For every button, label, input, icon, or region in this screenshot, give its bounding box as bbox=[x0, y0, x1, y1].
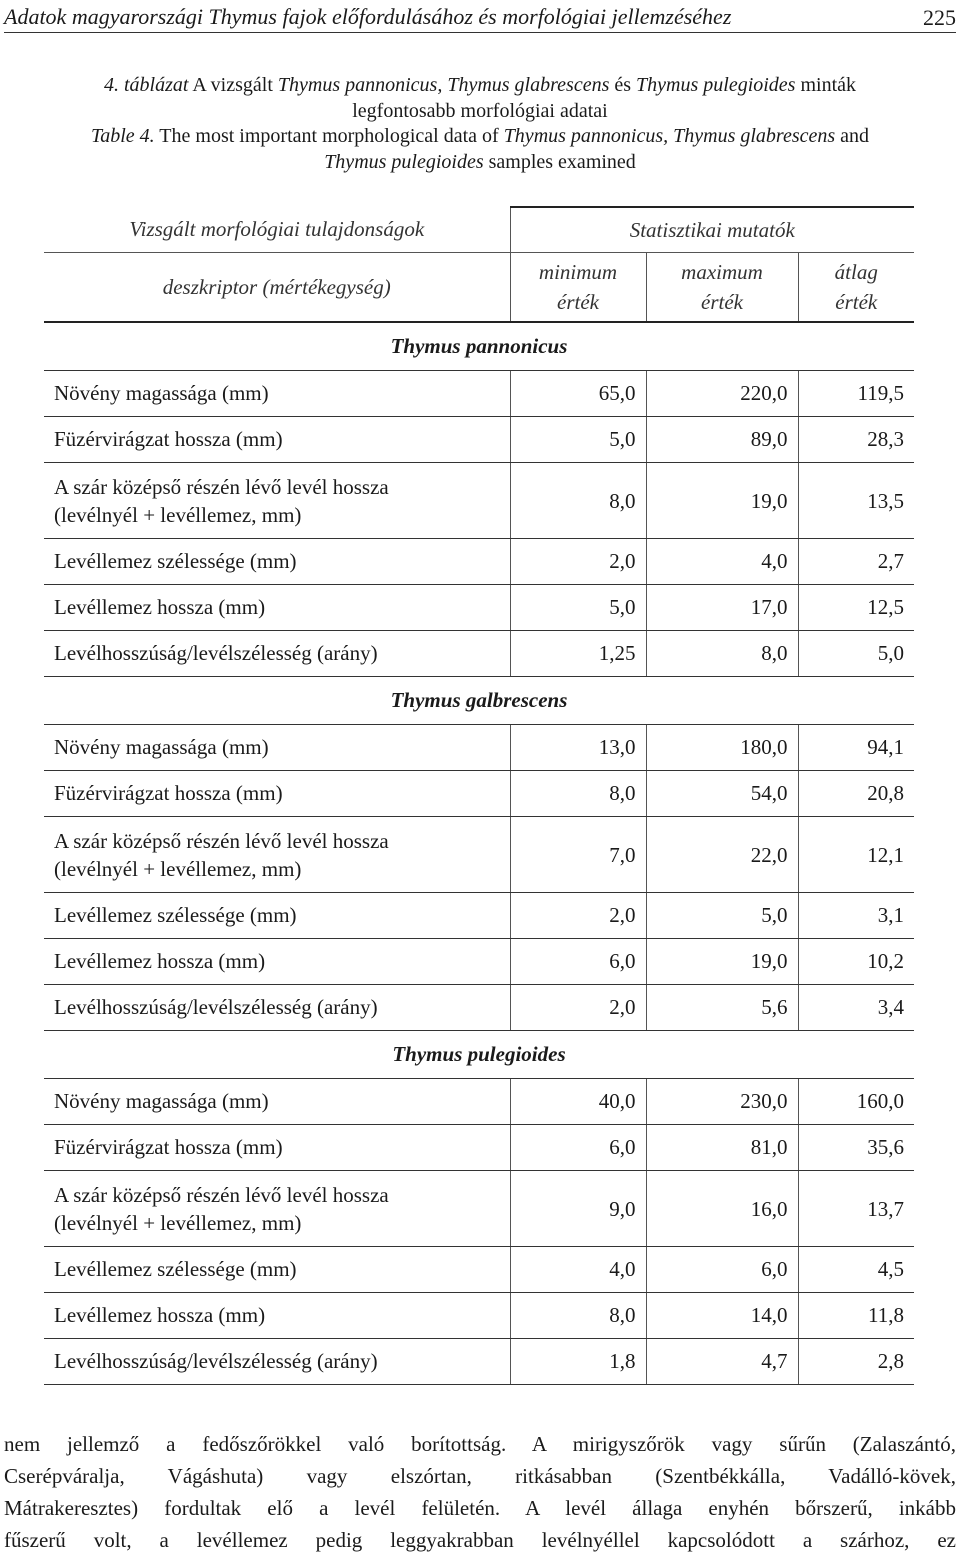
species-row bbox=[44, 1031, 914, 1079]
descriptor-label: Füzérvirágzat hossza (mm) bbox=[54, 781, 283, 805]
avg-value-cell: 28,3 bbox=[798, 417, 914, 463]
body-text-line: Mátrakeresztes) fordultak elő a levél felületén. A levél állaga enyhén bőrszerű, inkább bbox=[4, 1496, 956, 1520]
column-header-avg-line1: átlag bbox=[834, 260, 878, 284]
min-value-cell: 6,0 bbox=[510, 1125, 646, 1171]
table-row bbox=[44, 1079, 914, 1125]
table-row bbox=[44, 1125, 914, 1171]
table-row bbox=[44, 1247, 914, 1293]
descriptor-cell bbox=[44, 725, 510, 771]
morphology-table bbox=[44, 206, 914, 1385]
column-header-max bbox=[646, 253, 798, 323]
avg-value-cell: 10,2 bbox=[798, 939, 914, 985]
min-value-cell: 6,0 bbox=[510, 939, 646, 985]
caption-en-text: samples examined bbox=[483, 151, 636, 173]
min-value-cell: 65,0 bbox=[510, 371, 646, 417]
min-value-cell: 40,0 bbox=[510, 1079, 646, 1125]
max-value-cell: 22,0 bbox=[646, 817, 798, 893]
group-header-properties: Vizsgált morfológiai tulajdonságok bbox=[44, 207, 510, 253]
max-value-cell: 8,0 bbox=[646, 631, 798, 677]
max-value-cell: 81,0 bbox=[646, 1125, 798, 1171]
species-name: Thymus pannonicus bbox=[44, 322, 914, 371]
avg-value-cell: 12,5 bbox=[798, 585, 914, 631]
table-row bbox=[44, 371, 914, 417]
avg-value-cell: 35,6 bbox=[798, 1125, 914, 1171]
descriptor-label: Növény magassága (mm) bbox=[54, 735, 269, 759]
descriptor-label: Növény magassága (mm) bbox=[54, 1089, 269, 1113]
max-value-cell: 4,0 bbox=[646, 539, 798, 585]
min-value-cell: 1,8 bbox=[510, 1339, 646, 1385]
species-name: Thymus galbrescens bbox=[44, 677, 914, 725]
max-value-cell: 14,0 bbox=[646, 1293, 798, 1339]
descriptor-label: Levélhosszúság/levélszélesség (arány) bbox=[54, 995, 378, 1019]
descriptor-label: Levéllemez szélessége (mm) bbox=[54, 1257, 297, 1281]
descriptor-cell bbox=[44, 893, 510, 939]
descriptor-cell bbox=[44, 1339, 510, 1385]
max-value-cell: 6,0 bbox=[646, 1247, 798, 1293]
descriptor-label: A szár középső részén lévő levél hossza bbox=[54, 828, 389, 853]
caption-hu-text: A vizsgált bbox=[188, 74, 278, 96]
table-caption-english bbox=[20, 123, 940, 175]
min-value-cell: 13,0 bbox=[510, 725, 646, 771]
avg-value-cell: 94,1 bbox=[798, 725, 914, 771]
page-number: 225 bbox=[923, 5, 956, 30]
avg-value-cell: 2,8 bbox=[798, 1339, 914, 1385]
avg-value-cell: 20,8 bbox=[798, 771, 914, 817]
avg-value-cell: 4,5 bbox=[798, 1247, 914, 1293]
avg-value-cell: 5,0 bbox=[798, 631, 914, 677]
caption-en-species: Thymus pannonicus, Thymus glabrescens bbox=[503, 125, 836, 147]
descriptor-label: A szár középső részén lévő levél hossza bbox=[54, 1182, 389, 1207]
species-name: Thymus pulegioides bbox=[44, 1031, 914, 1079]
min-value-cell: 4,0 bbox=[510, 1247, 646, 1293]
max-value-cell: 17,0 bbox=[646, 585, 798, 631]
min-value-cell: 9,0 bbox=[510, 1171, 646, 1247]
min-value-cell: 8,0 bbox=[510, 463, 646, 539]
table-row bbox=[44, 1293, 914, 1339]
descriptor-cell bbox=[44, 1247, 510, 1293]
descriptor-cell bbox=[44, 371, 510, 417]
table-row bbox=[44, 939, 914, 985]
descriptor-cell bbox=[44, 1293, 510, 1339]
descriptor-label: Levéllemez hossza (mm) bbox=[54, 1303, 266, 1327]
descriptor-cell bbox=[44, 631, 510, 677]
descriptor-label: Levéllemez hossza (mm) bbox=[54, 595, 266, 619]
caption-en-text: and bbox=[835, 125, 870, 147]
table-row bbox=[44, 463, 914, 539]
descriptor-cell bbox=[44, 539, 510, 585]
descriptor-label: Levéllemez hossza (mm) bbox=[54, 949, 266, 973]
caption-en-label: Table 4. bbox=[90, 125, 155, 147]
avg-value-cell: 11,8 bbox=[798, 1293, 914, 1339]
min-value-cell: 7,0 bbox=[510, 817, 646, 893]
table-row bbox=[44, 771, 914, 817]
running-head bbox=[4, 2, 956, 33]
table-row bbox=[44, 539, 914, 585]
max-value-cell: 5,0 bbox=[646, 893, 798, 939]
descriptor-cell bbox=[44, 1125, 510, 1171]
descriptor-cell bbox=[44, 985, 510, 1031]
min-value-cell: 8,0 bbox=[510, 1293, 646, 1339]
caption-hu-text: és bbox=[609, 74, 637, 96]
species-row bbox=[44, 322, 914, 371]
avg-value-cell: 119,5 bbox=[798, 371, 914, 417]
avg-value-cell: 3,4 bbox=[798, 985, 914, 1031]
species-row bbox=[44, 677, 914, 725]
min-value-cell: 2,0 bbox=[510, 539, 646, 585]
caption-hu-label: 4. táblázat bbox=[103, 74, 189, 96]
min-value-cell: 2,0 bbox=[510, 893, 646, 939]
descriptor-label: (levélnyél + levéllemez, mm) bbox=[54, 856, 302, 881]
column-header-max-line2: érték bbox=[701, 290, 743, 314]
caption-hu-species: Thymus pulegioides bbox=[636, 74, 796, 96]
descriptor-label: Levéllemez szélessége (mm) bbox=[54, 549, 297, 573]
max-value-cell: 230,0 bbox=[646, 1079, 798, 1125]
descriptor-cell bbox=[44, 417, 510, 463]
running-head-title: Adatok magyarországi Thymus fajok előfordulásához és morfológiai jellemzéséhez bbox=[4, 4, 732, 29]
table-row bbox=[44, 725, 914, 771]
descriptor-label: (levélnyél + levéllemez, mm) bbox=[54, 1210, 302, 1235]
group-header-statistics: Statisztikai mutatók bbox=[510, 207, 914, 253]
avg-value-cell: 2,7 bbox=[798, 539, 914, 585]
column-header-descriptor: deszkriptor (mértékegység) bbox=[44, 253, 510, 323]
descriptor-label: Füzérvirágzat hossza (mm) bbox=[54, 427, 283, 451]
caption-hu-line2: legfontosabb morfológiai adatai bbox=[352, 100, 608, 122]
min-value-cell: 5,0 bbox=[510, 585, 646, 631]
descriptor-label: Levélhosszúság/levélszélesség (arány) bbox=[54, 641, 378, 665]
table-row bbox=[44, 417, 914, 463]
min-value-cell: 5,0 bbox=[510, 417, 646, 463]
descriptor-label: Levélhosszúság/levélszélesség (arány) bbox=[54, 1349, 378, 1373]
avg-value-cell: 13,7 bbox=[798, 1171, 914, 1247]
table-row bbox=[44, 817, 914, 893]
max-value-cell: 220,0 bbox=[646, 371, 798, 417]
max-value-cell: 19,0 bbox=[646, 463, 798, 539]
caption-hu-species: Thymus pannonicus, Thymus glabrescens bbox=[277, 74, 610, 96]
column-header-min-line2: érték bbox=[557, 290, 599, 314]
avg-value-cell: 12,1 bbox=[798, 817, 914, 893]
caption-en-species: Thymus pulegioides bbox=[324, 151, 484, 173]
table-row bbox=[44, 985, 914, 1031]
table-row bbox=[44, 631, 914, 677]
max-value-cell: 180,0 bbox=[646, 725, 798, 771]
max-value-cell: 4,7 bbox=[646, 1339, 798, 1385]
descriptor-cell bbox=[44, 771, 510, 817]
avg-value-cell: 13,5 bbox=[798, 463, 914, 539]
table-row bbox=[44, 1339, 914, 1385]
body-text-line: Cserépváralja, Vágáshuta) vagy elszórtan, ritkásabban (Szentbékkálla, Vadálló-kövek, bbox=[4, 1464, 956, 1488]
column-header-avg bbox=[798, 253, 914, 323]
table-row bbox=[44, 585, 914, 631]
table-caption-hungarian bbox=[20, 72, 940, 124]
avg-value-cell: 3,1 bbox=[798, 893, 914, 939]
min-value-cell: 2,0 bbox=[510, 985, 646, 1031]
max-value-cell: 5,6 bbox=[646, 985, 798, 1031]
descriptor-label: Levéllemez szélessége (mm) bbox=[54, 903, 297, 927]
body-text-line: nem jellemző a fedőszőrökkel való borítottság. A mirigyszőrök vagy sűrűn (Zalaszántó, bbox=[4, 1432, 956, 1456]
body-text-line: fűszerű volt, a levéllemez pedig leggyakrabban levélnyéllel kapcsolódott a szárhoz, ez bbox=[4, 1528, 956, 1552]
max-value-cell: 16,0 bbox=[646, 1171, 798, 1247]
avg-value-cell: 160,0 bbox=[798, 1079, 914, 1125]
column-header-max-line1: maximum bbox=[681, 260, 763, 284]
table-row bbox=[44, 1171, 914, 1247]
max-value-cell: 54,0 bbox=[646, 771, 798, 817]
table-column-header bbox=[44, 253, 914, 323]
descriptor-cell bbox=[44, 463, 510, 539]
descriptor-label: Növény magassága (mm) bbox=[54, 381, 269, 405]
descriptor-label: Füzérvirágzat hossza (mm) bbox=[54, 1135, 283, 1159]
column-header-min bbox=[510, 253, 646, 323]
descriptor-cell bbox=[44, 1171, 510, 1247]
column-header-min-line1: minimum bbox=[538, 260, 618, 284]
caption-hu-text: minták bbox=[795, 74, 857, 96]
descriptor-cell bbox=[44, 585, 510, 631]
descriptor-label: A szár középső részén lévő levél hossza bbox=[54, 474, 389, 499]
max-value-cell: 19,0 bbox=[646, 939, 798, 985]
body-paragraph bbox=[4, 1428, 956, 1556]
descriptor-cell bbox=[44, 817, 510, 893]
min-value-cell: 1,25 bbox=[510, 631, 646, 677]
table-group-header bbox=[44, 207, 914, 253]
descriptor-label: (levélnyél + levéllemez, mm) bbox=[54, 502, 302, 527]
table-row bbox=[44, 893, 914, 939]
max-value-cell: 89,0 bbox=[646, 417, 798, 463]
min-value-cell: 8,0 bbox=[510, 771, 646, 817]
descriptor-cell bbox=[44, 1079, 510, 1125]
descriptor-cell bbox=[44, 939, 510, 985]
column-header-avg-line2: érték bbox=[835, 290, 878, 314]
caption-en-text: The most important morphological data of bbox=[154, 125, 504, 147]
